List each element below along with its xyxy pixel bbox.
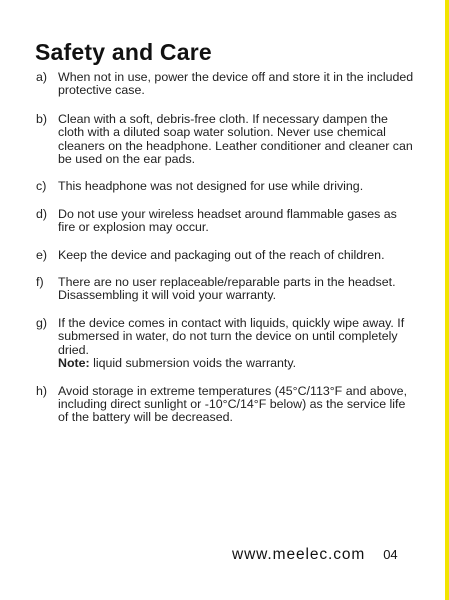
item-marker: f) — [36, 275, 44, 290]
note-label: Note: — [58, 356, 90, 371]
item-text: There are no user replaceable/reparable parts in the headset. Disassembling it will void your warranty. — [58, 275, 396, 303]
item-text: Clean with a soft, debris-free cloth. If necessary dampen the cloth with a diluted soap water solution. Never use chemical cleaners on the headphone. Leather conditioner and cleaner can be used on the ear pads. — [58, 111, 413, 167]
page-footer — [232, 546, 398, 564]
item-marker: c) — [36, 179, 47, 194]
item-text: Do not use your wireless headset around flammable gases as fire or explosion may occur. — [58, 206, 397, 235]
item-text-block — [58, 317, 416, 371]
list-item — [36, 249, 416, 262]
item-marker: h) — [36, 383, 48, 398]
item-text: When not in use, power the device off and store it in the included protective case. — [58, 70, 414, 98]
item-text: Keep the device and packaging out of the reach of children. — [58, 247, 385, 262]
item-text: This headphone was not designed for use while driving. — [58, 179, 364, 194]
item-marker: b) — [36, 111, 48, 126]
page-title: Safety and Care — [35, 39, 212, 65]
item-marker: e) — [36, 247, 48, 262]
yellow-edge-bar — [445, 0, 449, 600]
safety-list — [36, 71, 416, 425]
note-line — [58, 357, 416, 370]
page-number: 04 — [383, 547, 398, 562]
note-text: liquid submersion voids the warranty. — [89, 356, 297, 371]
website-url: www.meelec.com — [232, 546, 366, 563]
item-marker: a) — [36, 70, 48, 84]
list-item — [36, 276, 416, 303]
list-item — [36, 71, 416, 98]
list-item — [36, 113, 416, 167]
list-item — [36, 317, 416, 371]
item-marker: g) — [36, 315, 48, 330]
item-text: Avoid storage in extreme temperatures (45°C/113°F and above, including direct sunlight or -10°C/14°F below) as the service life of the battery will be decreased. — [58, 383, 408, 425]
list-item — [36, 208, 416, 235]
list-item — [36, 180, 416, 193]
item-marker: d) — [36, 206, 48, 221]
list-item — [36, 385, 416, 425]
item-text: If the device comes in contact with liquids, quickly wipe away. If submersed in water, do not turn the device on until completely dried. — [58, 315, 405, 357]
